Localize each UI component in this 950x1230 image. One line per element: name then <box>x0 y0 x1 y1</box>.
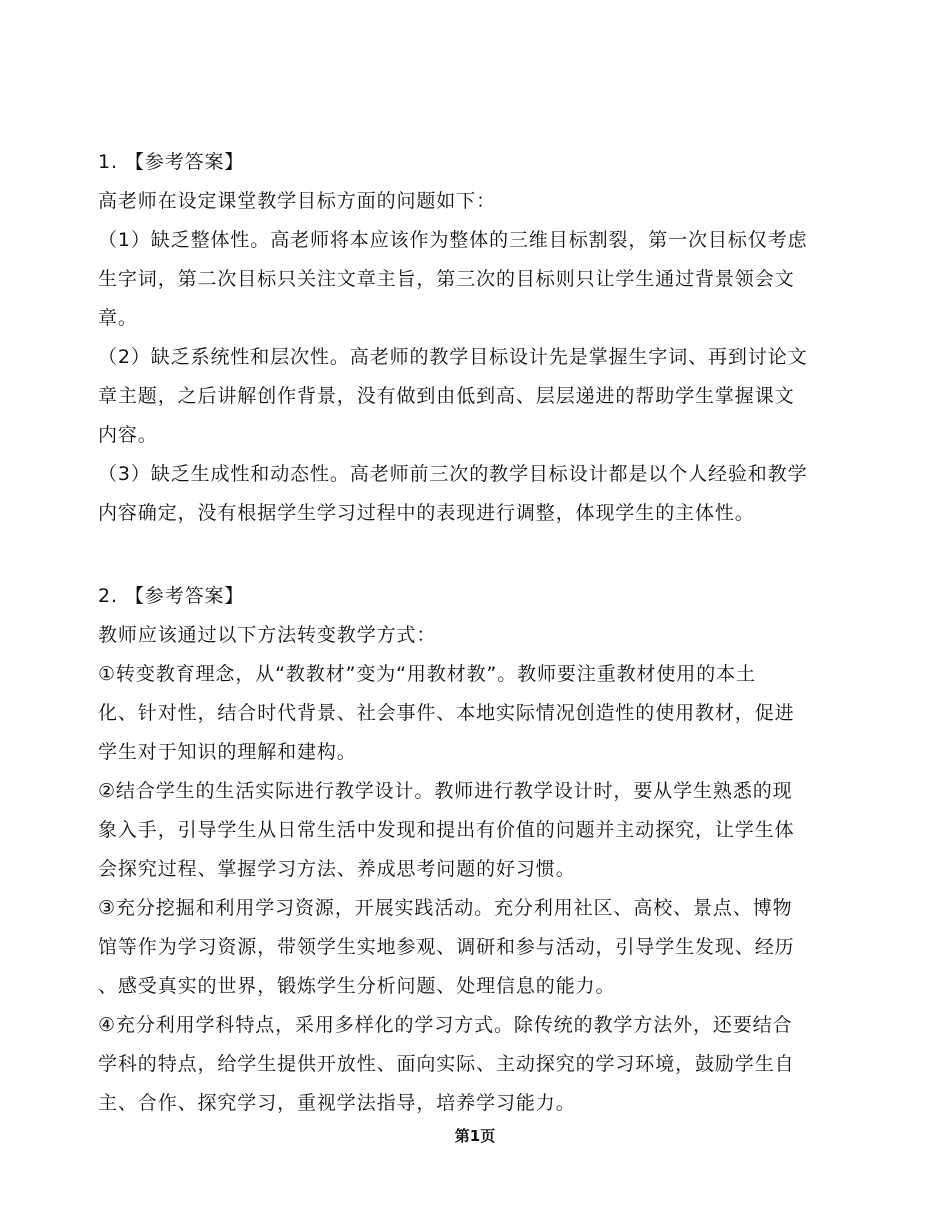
answer-section-2 <box>98 577 878 1123</box>
paragraph-line: 生字词，第二次目标只关注文章主旨，第三次的目标则只让学生通过背景领会文 <box>98 268 795 290</box>
paragraph-line: （3）缺乏生成性和动态性。高老师前三次的教学目标设计都是以个人经验和教学 <box>98 463 808 485</box>
section-number: 2. <box>98 585 118 607</box>
page-number: 第1页 <box>454 1127 496 1145</box>
paragraph-line: ④充分利用学科特点，采用多样化的学习方式。除传统的教学方法外，还要结合 <box>98 1014 793 1036</box>
answer-section-1 <box>98 143 878 533</box>
paragraph-line: 章主题，之后讲解创作背景，没有做到由低到高、层层递进的帮助学生掌握课文 <box>98 385 795 407</box>
section-title: 【参考答案】 <box>124 151 245 173</box>
section-number: 1. <box>98 151 118 173</box>
section-heading <box>98 143 878 182</box>
paragraph-line: 象入手，引导学生从日常生活中发现和提出有价值的问题并主动探究，让学生体 <box>98 819 795 841</box>
section-heading <box>98 577 878 616</box>
paragraph-line: ②结合学生的生活实际进行教学设计。教师进行教学设计时，要从学生熟悉的现 <box>98 780 793 802</box>
paragraph-line: 、感受真实的世界，锻炼学生分析问题、处理信息的能力。 <box>98 975 616 997</box>
section-title: 【参考答案】 <box>124 585 245 607</box>
paragraph-line: 章。 <box>98 307 138 329</box>
paragraph-line: 馆等作为学习资源，带领学生实地参观、调研和参与活动，引导学生发现、经历 <box>98 936 795 958</box>
paragraph-line: 高老师在设定课堂教学目标方面的问题如下： <box>98 190 497 212</box>
paragraph-line: 学科的特点，给学生提供开放性、面向实际、主动探究的学习环境，鼓励学生自 <box>98 1053 795 1075</box>
paragraph-line: 化、针对性，结合时代背景、社会事件、本地实际情况创造性的使用教材，促进 <box>98 702 795 724</box>
paragraph-line: 主、合作、探究学习，重视学法指导，培养学习能力。 <box>98 1092 576 1114</box>
paragraph-line: 内容确定，没有根据学生学习过程中的表现进行调整，体现学生的主体性。 <box>98 502 755 524</box>
paragraph-line: （2）缺乏系统性和层次性。高老师的教学目标设计先是掌握生字词、再到讨论文 <box>98 346 808 368</box>
paragraph-line: 学生对于知识的理解和建构。 <box>98 741 357 763</box>
paragraph-line: 内容。 <box>98 424 158 446</box>
paragraph-line: ①转变教育理念，从“教教材”变为“用教材教”。教师要注重教材使用的本土 <box>98 663 756 685</box>
paragraph-line: ③充分挖掘和利用学习资源，开展实践活动。充分利用社区、高校、景点、博物 <box>98 897 793 919</box>
paragraph-line: 教师应该通过以下方法转变教学方式： <box>98 624 437 646</box>
paragraph-line: 会探究过程、掌握学习方法、养成思考问题的好习惯。 <box>98 858 576 880</box>
paragraph-line: （1）缺乏整体性。高老师将本应该作为整体的三维目标割裂，第一次目标仅考虑 <box>98 229 808 251</box>
